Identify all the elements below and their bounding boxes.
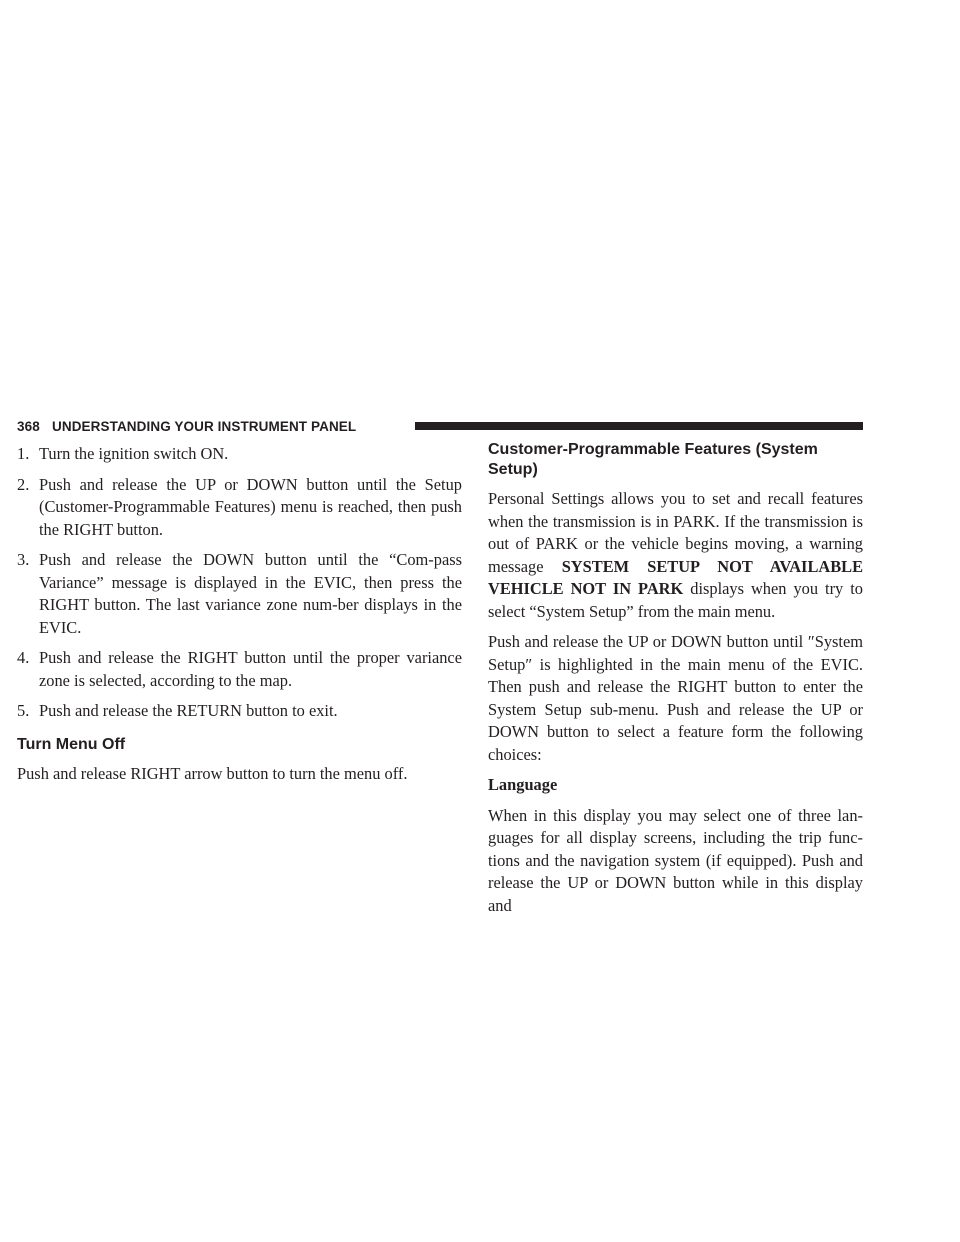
section-title: UNDERSTANDING YOUR INSTRUMENT PANEL (52, 419, 357, 434)
paragraph-text: displays when you try to select “System Setup” from the main menu. (488, 579, 864, 621)
left-column (17, 443, 462, 793)
step-text: Push and release the UP or DOWN button until the Setup (Customer-Programmable Features) menu is reached, then push the RIGHT button. (39, 474, 462, 539)
step-5 (17, 700, 462, 723)
turn-menu-off-heading: Turn Menu Off (17, 735, 126, 753)
step-number: 3. (17, 550, 30, 569)
step-number: 1. (17, 444, 30, 463)
turn-menu-off-text: Push and release RIGHT arrow button to turn the menu off. (17, 763, 408, 783)
paragraph-text: Personal Settings allows you to set and recall features when the transmission is in PARK. If the transmission is out of PARK or the vehicle begins moving, a warning message (488, 489, 863, 576)
step-number: 2. (17, 474, 30, 494)
system-setup-paragraph: Push and release the UP or DOWN button until ″System Setup″ is highlighted in the main menu of the EVIC. Then push and release the RIGHT button to enter the System Setup sub-menu. Push and release the UP or DOWN button to select a feature form the following choices: (488, 632, 863, 764)
right-column (488, 440, 863, 925)
step-2 (17, 474, 462, 542)
personal-settings-paragraph (488, 488, 863, 623)
header-rule (415, 422, 863, 430)
language-heading: Language (488, 775, 558, 794)
step-number: 4. (17, 648, 30, 667)
step-1 (17, 443, 462, 466)
warning-message: SYSTEM SETUP NOT AVAILABLE VEHICLE NOT IN PARK (488, 556, 864, 598)
step-text: Turn the ignition switch ON. (39, 444, 229, 463)
step-4 (17, 647, 462, 692)
step-text: Push and release the RIGHT button until the proper variance zone is selected, according to the map. (39, 648, 462, 690)
step-number: 5. (17, 701, 30, 720)
page-number: 368 (17, 419, 40, 434)
step-text: Push and release the DOWN button until the “Com-pass Variance” message is displayed in the EVIC, then press the RIGHT button. The last variance zone num-ber displays in the EVIC. (39, 550, 462, 637)
page-header (17, 417, 863, 437)
language-paragraph: When in this display you may select one of three lan-guages for all display screens, including the trip func-tions and the navigation system (if equipped). Push and release the UP or DOWN button while in this display and (488, 805, 863, 915)
system-setup-heading: Customer-Programmable Features (System Setup) (488, 441, 818, 478)
step-3 (17, 549, 462, 639)
step-text: Push and release the RETURN button to exit. (39, 701, 338, 720)
